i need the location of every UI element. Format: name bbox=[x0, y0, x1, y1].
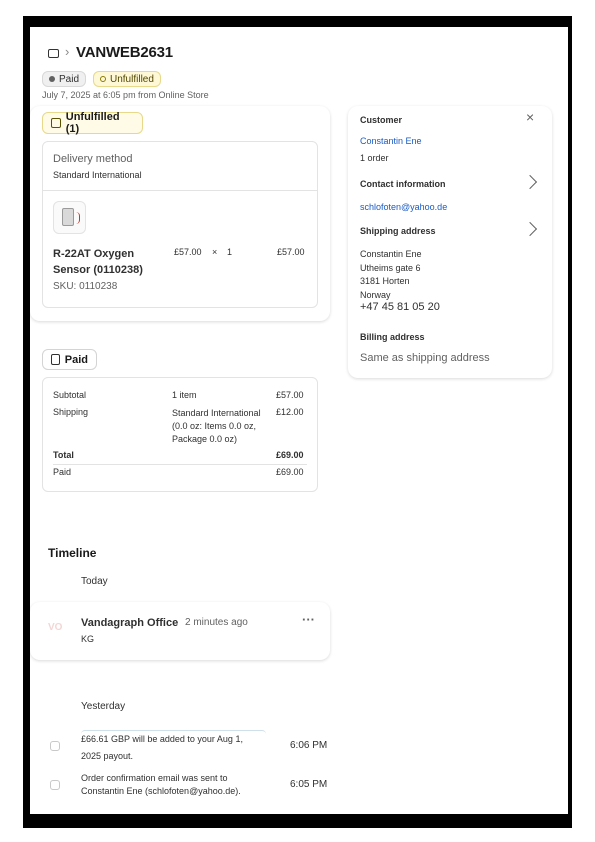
comment-time: 2 minutes ago bbox=[185, 617, 248, 628]
email-line1: Order confirmation email was sent to bbox=[81, 773, 228, 783]
avatar: VO bbox=[48, 622, 63, 633]
email-line2: Constantin Ene (schlofoten@yahoo.de). bbox=[81, 786, 241, 796]
address-line: 3181 Horten bbox=[360, 276, 410, 286]
shipping-amount: £12.00 bbox=[276, 407, 304, 417]
customer-orders[interactable]: 1 order bbox=[360, 153, 389, 163]
page-title: VANWEB2631 bbox=[76, 44, 173, 61]
address-line: Norway bbox=[360, 289, 391, 300]
product-title-line2: Sensor (0110238) bbox=[53, 264, 143, 276]
divider bbox=[53, 464, 307, 465]
payout-line1: £66.61 GBP will be added to your Aug 1, bbox=[81, 734, 243, 744]
payment-summary bbox=[42, 377, 318, 492]
customer-card bbox=[348, 106, 552, 378]
pencil-icon[interactable] bbox=[523, 175, 537, 189]
comment-author[interactable]: Vandagraph Office bbox=[81, 617, 179, 629]
shipping-desc-line2: (0.0 oz: Items 0.0 oz, bbox=[172, 421, 257, 431]
close-icon[interactable]: × bbox=[526, 109, 535, 125]
event-icon bbox=[50, 741, 60, 751]
unfulfilled-label: Unfulfilled (1) bbox=[65, 111, 120, 135]
fulfillment-status-badge bbox=[93, 71, 161, 87]
fulfillment-card bbox=[30, 106, 330, 321]
payment-status-badge bbox=[42, 71, 86, 87]
delivery-method-value: Standard International bbox=[53, 170, 142, 180]
paid-header bbox=[42, 349, 97, 370]
chevron-right-icon: › bbox=[65, 44, 70, 59]
sensor-wire bbox=[73, 212, 80, 224]
paid-amount: £69.00 bbox=[276, 467, 304, 477]
product-thumbnail[interactable] bbox=[53, 201, 86, 234]
paid-header-label: Paid bbox=[64, 353, 88, 366]
unfulfilled-header bbox=[42, 112, 143, 134]
customer-phone: +47 45 81 05 20 bbox=[360, 301, 440, 313]
subtotal-desc: 1 item bbox=[172, 390, 197, 400]
billing-address-header: Billing address bbox=[360, 332, 425, 342]
divider bbox=[43, 190, 317, 191]
billing-address-value: Same as shipping address bbox=[360, 352, 490, 364]
fulfillment-status-text: Unfulfilled bbox=[110, 73, 154, 85]
email-time: 6:05 PM bbox=[290, 779, 328, 790]
status-dot-icon bbox=[49, 76, 55, 82]
fulfillment-box-icon bbox=[51, 118, 61, 128]
payment-status-text: Paid bbox=[59, 73, 80, 85]
timeline-comment-card bbox=[30, 602, 330, 660]
timeline-yesterday-label: Yesterday bbox=[81, 701, 126, 712]
more-actions-icon[interactable]: ··· bbox=[302, 612, 315, 627]
pencil-icon[interactable] bbox=[523, 222, 537, 236]
shipping-desc bbox=[172, 407, 261, 446]
subtotal-label: Subtotal bbox=[53, 390, 87, 400]
subtotal-amount: £57.00 bbox=[276, 390, 304, 400]
paid-label: Paid bbox=[53, 467, 72, 477]
product-title-line1: R-22AT Oxygen bbox=[53, 248, 135, 260]
total-amount: £69.00 bbox=[276, 450, 304, 460]
customer-name[interactable]: Constantin Ene bbox=[360, 136, 422, 146]
timeline-title: Timeline bbox=[48, 546, 97, 560]
timeline-event-payout bbox=[81, 730, 266, 765]
receipt-icon bbox=[51, 354, 60, 365]
order-created-text: July 7, 2025 at 6:05 pm from Online Store bbox=[42, 90, 209, 100]
product-title[interactable] bbox=[53, 246, 143, 278]
shipping-address bbox=[360, 248, 422, 302]
total-label: Total bbox=[53, 450, 74, 460]
order-page bbox=[30, 27, 568, 814]
timeline-today-label: Today bbox=[81, 576, 108, 587]
status-ring-icon bbox=[100, 76, 106, 82]
contact-info-header: Contact information bbox=[360, 179, 446, 189]
quantity: 1 bbox=[227, 247, 233, 257]
product-sku: SKU: 0110238 bbox=[53, 281, 118, 292]
unit-price: £57.00 bbox=[174, 247, 202, 257]
comment-body: KG bbox=[81, 634, 95, 644]
event-icon bbox=[50, 780, 60, 790]
shipping-label: Shipping bbox=[53, 407, 89, 417]
orders-inbox-icon[interactable] bbox=[48, 49, 59, 58]
payout-line2: 2025 payout. bbox=[81, 751, 134, 761]
address-line: Constantin Ene bbox=[360, 249, 422, 259]
timeline-event-email bbox=[81, 772, 241, 798]
payout-time: 6:06 PM bbox=[290, 740, 328, 751]
customer-email[interactable]: schlofoten@yahoo.de bbox=[360, 202, 448, 212]
shipping-address-header: Shipping address bbox=[360, 226, 436, 236]
customer-header: Customer bbox=[360, 115, 403, 125]
shipping-desc-line1: Standard International bbox=[172, 408, 261, 418]
fulfillment-inner bbox=[42, 141, 318, 308]
address-line: Utheims gate 6 bbox=[360, 262, 421, 273]
shipping-desc-line3: Package 0.0 oz) bbox=[172, 434, 238, 444]
delivery-method-label: Delivery method bbox=[53, 153, 133, 165]
line-total: £57.00 bbox=[277, 247, 305, 257]
times-sign: × bbox=[212, 247, 218, 257]
